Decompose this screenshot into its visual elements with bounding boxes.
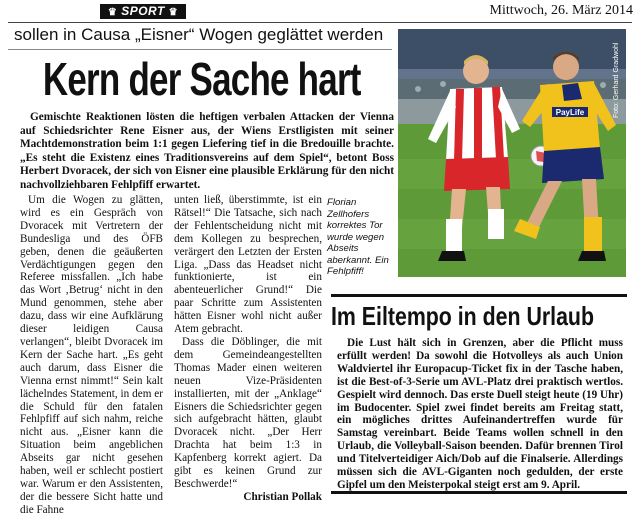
issue-date: Mittwoch, 26. März 2014 (489, 3, 633, 18)
match-photo-illustration (398, 29, 626, 277)
photo-credit (610, 40, 620, 120)
box-headline: Im Eiltempo in den Urlaub (331, 301, 594, 331)
volleyball-box (331, 294, 627, 494)
article-column-2-text-a: unten ließ, überstimmte, ist ein Rätsel!“ Die Tatsache, sich nach der Fehlentscheidung nicht mit dem Kollegen zu besprechen, verärgert den Letzten der Ersten Liga. „Dass das Headset nicht funktionierte, ist ein abenteuerlicher Grund!“ Die paar Schritte zum Assistenten hätten Eisner wohl nicht außer Atem gebracht. (174, 194, 322, 336)
section-badge (100, 4, 186, 19)
article-kicker: sollen in Causa „Eisner“ Wogen geglättet werden (14, 25, 384, 44)
box-text: Die Lust hält sich in Grenzen, aber die Pflicht muss erfüllt werden! Da sowohl die Hotvolleys als auch Union Waldviertel ihr Europacup-Ticket fix in der Tasche haben, ist die Best-of-3-Serie um AVL-Platz drei praktisch wertlos. Gespielt wird dennoch. Das erste Duell steigt heute (19 Uhr) im Budocenter. Spiel zwei findet bereits am Freitag statt, ein mögliches drittes Aufeinandertreffen wurde für Samstag vereinbart. Beide Teams wollen schnell in den Urlaub, die Volleyball-Saison beenden. Dafür brennen Tirol und Titelverteidiger Aich/Dob auf die Finalserie. Allerdings müssen sich die AVL-Giganten noch gedulden, der erste Gipfel um den Meisterpokal steigt erst am 9. April. (337, 337, 623, 491)
header-divider (8, 22, 632, 23)
photo-credit-svg (610, 40, 620, 120)
crown-right-icon: ♛ (168, 7, 179, 18)
article-author: Christian Pollak (243, 490, 322, 503)
article-column-2-text-b: Dass die Döblinger, die mit dem Gemeindeangestellten Thomas Mader einen weiteren neuen Vize-Präsidenten installierten, mit der „Anklage“ Eisners die Schiedsrichter gegen sich aufgebracht hätten, glaubt Dvoracek nicht. „Der Herr Drachta hat beim 1:3 in Kapfenberg korrekt agiert. Da gibt es keinen Grund zur Beschwerde!“ (174, 335, 322, 490)
match-photo (398, 29, 626, 277)
article-lead: Gemischte Reaktionen lösten die heftigen verbalen Attacken der Vienna auf Schiedsrichter Rene Eisner aus, der Wiens Erstligisten mit seiner Machtdemonstration beim 1:1 gegen Liefering tief in die Bredouille brachte. „Es steht die Existenz eines Traditionsvereins auf dem Spiel“, betont Boss Herbert Dvoracek, der sich von Eisner eine plausible Erklärung für den nicht nachvollziehbaren Fehlpfiff erwartet. (20, 111, 394, 191)
article-column-1 (20, 194, 163, 517)
photo-credit-text: Foto: Gerhard Gradwohl (613, 42, 620, 118)
article-headline: Kern der Sache hart (42, 53, 361, 105)
section-badge-label: SPORT (121, 4, 165, 18)
crown-left-icon: ♛ (107, 7, 118, 18)
article-column-2 (174, 194, 322, 504)
shirt-sponsor: PayLife (555, 108, 585, 117)
photo-caption: Florian Zellhofers korrektes Tor wurde wegen Abseits aberkannt. Ein Fehlpfiff! (327, 197, 389, 277)
article-column-1-text: Um die Wogen zu glätten, wird es ein Gespräch von Dvoracek mit Vertretern der Bundesliga und des ÖFB geben, denen die geäußerten Verdächtigungen gegen den Referee missfallen. „Ich habe das Wort ‚Betrug‘ nicht in den Mund genommen, stehe aber dazu, dass wir eine Aufklärung dieser leidigen Causa verlangen“, bleibt Dvoracek im Kern der Sache hart. „Es geht auch darum, dass Eisner die Vienna ernst nimmt!“ Sein kalt lächelndes Statement, in dem er die Schuld für den fatalen Fehlpfiff auf sich nahm, reiche nicht aus. „Eisner kann die Situation beim angeblichen Abseits gar nicht gesehen haben, weil er schlecht postiert war. Warum er den Assistenten, der die bessere Sicht hatte und die Fahne (20, 194, 163, 516)
